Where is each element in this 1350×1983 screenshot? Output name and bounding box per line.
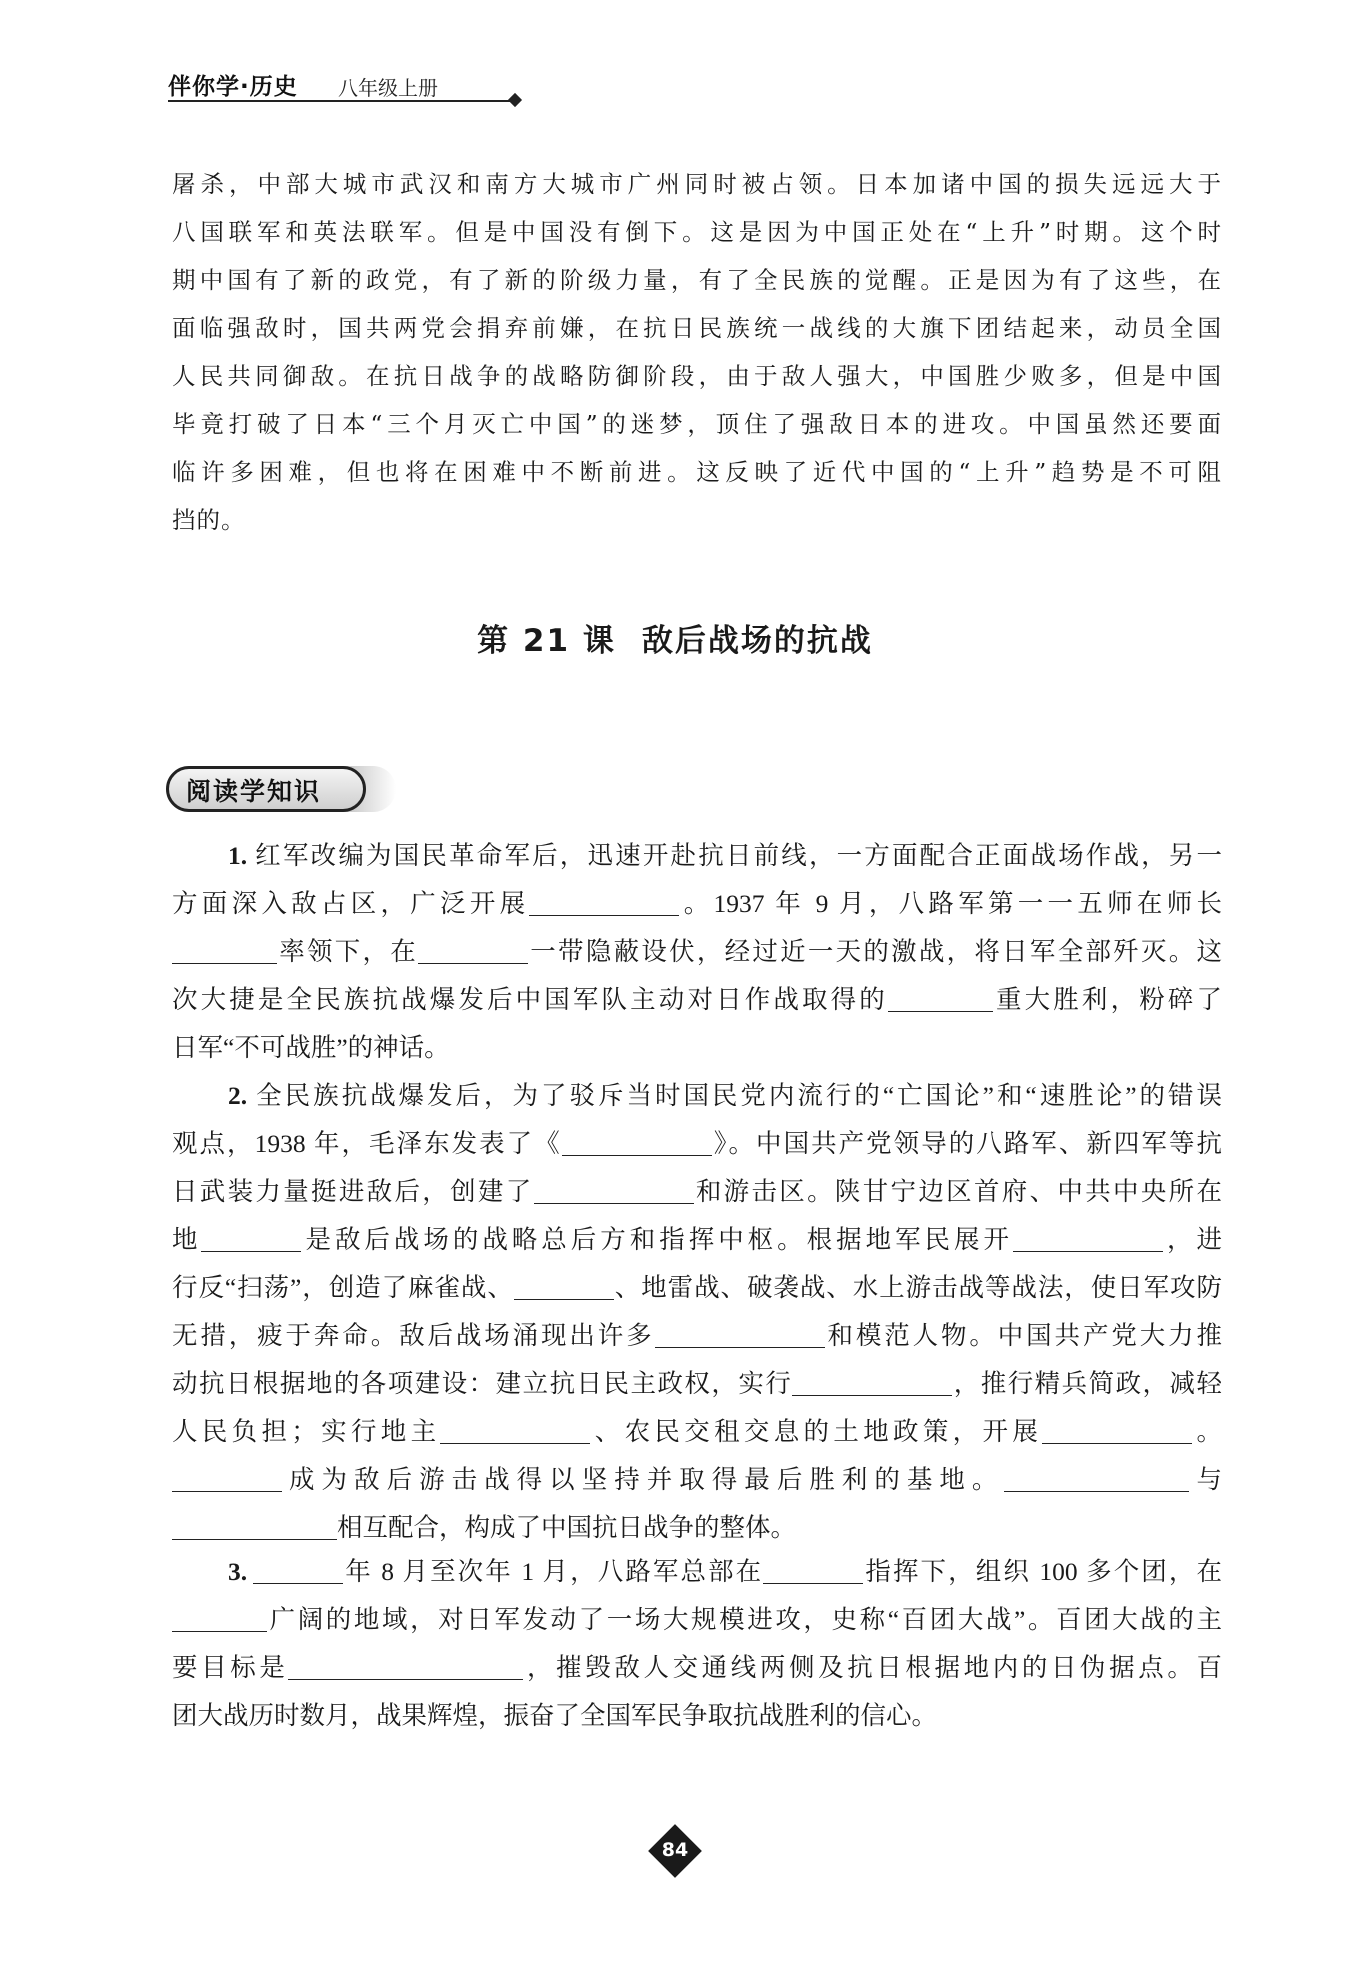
text-line: 屠杀，中部大城市武汉和南方大城市广州同时被占领。日本加诸中国的损失远远大于 — [172, 170, 1222, 198]
text-line — [172, 1360, 1222, 1408]
answer-blank[interactable] — [172, 1601, 267, 1632]
text-line: 人民共同御敌。在抗日战争的战略防御阶段，由于敌人强大，中国胜少败多，但是中国 — [172, 362, 1222, 390]
series-title: 伴你学·历史 — [168, 74, 298, 100]
section-tag-label: 阅读学知识 — [186, 777, 322, 806]
text-span: 动抗日根据地的各项建设：建立抗日民主政权，实行 — [172, 1369, 793, 1398]
answer-blank[interactable] — [172, 933, 277, 964]
text-line — [172, 1168, 1222, 1216]
text-line: 八国联军和英法联军。但是中国没有倒下。这是因为中国正处在“上升”时期。这个时 — [172, 218, 1222, 246]
text-span: 和游击区。陕甘宁边区首府、中共中央所在 — [693, 1177, 1222, 1206]
text-span: 人民负担；实行地主 — [172, 1417, 441, 1446]
text-line — [172, 832, 1222, 880]
text-span: 。 — [1192, 1417, 1222, 1446]
answer-blank[interactable] — [514, 1269, 614, 1300]
text-span: 相互配合，构成了中国抗日战争的整体。 — [337, 1513, 797, 1542]
text-line — [172, 1120, 1222, 1168]
text-line — [172, 1644, 1222, 1692]
text-line — [172, 1456, 1222, 1504]
text-span: 》。中国共产党领导的八路军、新四军等抗 — [711, 1129, 1222, 1158]
text-span: ，推行精兵简政，减轻 — [952, 1369, 1222, 1398]
text-line: 面临强敌时，国共两党会捐弃前嫌，在抗日民族统一战线的大旗下团结起来，动员全国 — [172, 314, 1222, 342]
text-span: 次大捷是全民族抗战爆发后中国军队主动对日作战取得的 — [172, 985, 888, 1014]
text-span: 团大战历时数月，战果辉煌，振奋了全国军民争取抗战胜利的信心。 — [172, 1701, 938, 1730]
text-span: 广阔的地域，对日军发动了一场大规模进攻，史称“百团大战”。百团大战的主 — [267, 1605, 1222, 1634]
text-span: ，摧毁敌人交通线两侧及抗日根据地内的日伪据点。百 — [523, 1653, 1222, 1682]
lesson-title — [0, 615, 1350, 660]
text-line: 临许多困难，但也将在困难中不断前进。这反映了近代中国的“上升”趋势是不可阻 — [172, 458, 1222, 486]
text-span: 观点，1938 年，毛泽东发表了《 — [172, 1129, 562, 1158]
answer-blank[interactable] — [418, 933, 528, 964]
question-number: 1. — [228, 841, 248, 870]
question-1 — [172, 832, 1222, 1072]
answer-blank[interactable] — [888, 981, 993, 1012]
text-span: 、农民交租交息的土地政策，开展 — [590, 1417, 1043, 1446]
text-line — [172, 880, 1222, 928]
answer-blank[interactable] — [534, 1173, 694, 1204]
answer-blank[interactable] — [792, 1365, 952, 1396]
text-line: 毕竟打破了日本“三个月灭亡中国”的迷梦，顶住了强敌日本的进攻。中国虽然还要面 — [172, 410, 1222, 438]
text-span: 要目标是 — [172, 1653, 289, 1682]
answer-blank[interactable] — [253, 1553, 343, 1584]
answer-blank[interactable] — [1042, 1413, 1192, 1444]
running-header — [168, 66, 528, 106]
text-line — [172, 1216, 1222, 1264]
text-span: 地 — [172, 1225, 202, 1254]
answer-blank[interactable] — [201, 1221, 301, 1252]
intro-paragraph — [172, 160, 1222, 544]
text-line — [172, 928, 1222, 976]
text-span: 年 8 月至次年 1 月，八路军总部在 — [343, 1557, 764, 1586]
text-span: 是敌后战场的战略总后方和指挥中枢。根据地军民展开 — [301, 1225, 1013, 1254]
text-line — [172, 1072, 1222, 1120]
text-span: 重大胜利，粉碎了 — [992, 985, 1222, 1014]
answer-blank[interactable] — [655, 1317, 825, 1348]
text-span: 日武装力量挺进敌后，创建了 — [172, 1177, 534, 1206]
text-line: 挡的。 — [172, 506, 246, 534]
page-number — [652, 1828, 698, 1874]
page-number-label: 84 — [661, 1839, 689, 1861]
answer-blank[interactable] — [562, 1125, 712, 1156]
text-line — [172, 1504, 1222, 1552]
question-3 — [172, 1548, 1222, 1740]
text-line — [172, 976, 1222, 1024]
text-line — [172, 1596, 1222, 1644]
answer-blank[interactable] — [1013, 1221, 1163, 1252]
question-number: 2. — [228, 1081, 248, 1110]
text-span: 和模范人物。中国共产党大力推 — [824, 1321, 1222, 1350]
text-line — [172, 1264, 1222, 1312]
question-number: 3. — [228, 1557, 248, 1586]
question-2 — [172, 1072, 1222, 1552]
answer-blank[interactable] — [288, 1649, 523, 1680]
text-span: 率领下，在 — [277, 937, 419, 966]
text-line — [172, 1548, 1222, 1596]
text-span: 、地雷战、破袭战、水上游击战等战法，使日军攻防 — [613, 1273, 1222, 1302]
text-span: 。1937 年 9 月，八路军第一一五师在师长 — [679, 889, 1222, 918]
section-tag — [166, 760, 406, 822]
text-span: 无措，疲于奔命。敌后战场涌现出许多 — [172, 1321, 655, 1350]
text-span: 与 — [1189, 1465, 1222, 1494]
text-span: 日军“不可战胜”的神话。 — [172, 1033, 450, 1062]
text-line — [172, 1024, 1222, 1072]
grade-label: 八年级上册 — [338, 76, 438, 100]
text-span: 红军改编为国民革命军后，迅速开赴抗日前线，一方面配合正面战场作战，另一 — [253, 841, 1222, 870]
diamond-icon — [508, 93, 522, 107]
answer-blank[interactable] — [440, 1413, 590, 1444]
answer-blank[interactable] — [763, 1553, 863, 1584]
answer-blank[interactable] — [529, 885, 679, 916]
answer-blank[interactable] — [1004, 1461, 1189, 1492]
answer-blank[interactable] — [172, 1461, 282, 1492]
text-line: 期中国有了新的政党，有了新的阶级力量，有了全民族的觉醒。正是因为有了这些，在 — [172, 266, 1222, 294]
header-rule — [168, 100, 514, 102]
text-line — [172, 1312, 1222, 1360]
answer-blank[interactable] — [172, 1509, 337, 1540]
text-span: 成为敌后游击战得以坚持并取得最后胜利的基地。 — [282, 1465, 1005, 1494]
text-line — [172, 1692, 1222, 1740]
text-span: 一带隐蔽设伏，经过近一天的激战，将日军全部歼灭。这 — [528, 937, 1222, 966]
text-span: 方面深入敌占区，广泛开展 — [172, 889, 530, 918]
text-span: 全民族抗战爆发后，为了驳斥当时国民党内流行的“亡国论”和“速胜论”的错误 — [253, 1081, 1222, 1110]
text-line — [172, 1408, 1222, 1456]
text-span: 指挥下，组织 100 多个团，在 — [863, 1557, 1222, 1586]
text-span: ，进 — [1163, 1225, 1222, 1254]
lesson-name: 敌后战场的抗战 — [641, 623, 873, 659]
lesson-number: 第 21 课 — [477, 623, 616, 659]
text-span: 行反“扫荡”，创造了麻雀战、 — [172, 1273, 514, 1302]
